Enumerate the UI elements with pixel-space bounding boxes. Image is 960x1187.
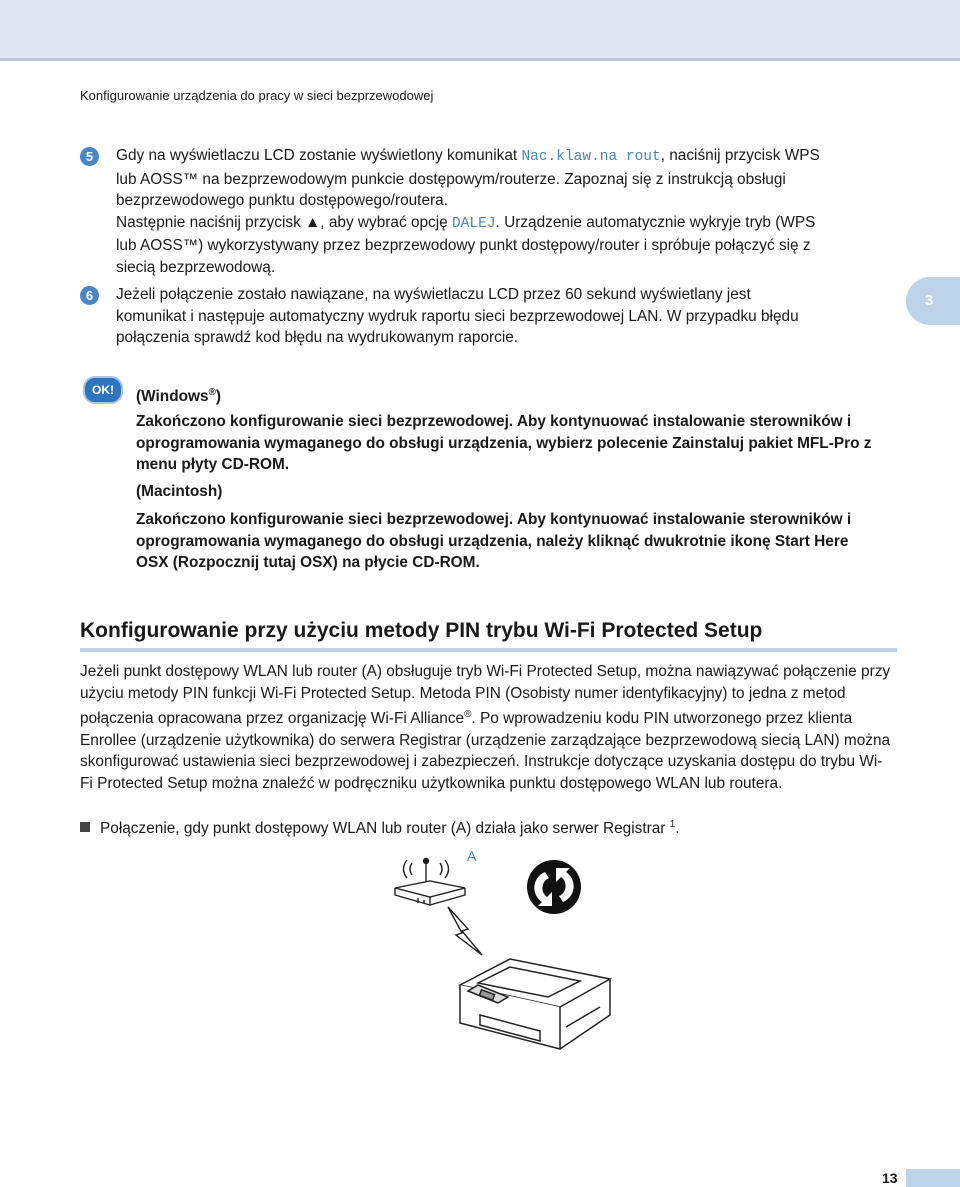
step-6 xyxy=(80,284,820,349)
bullet-item xyxy=(80,819,680,838)
ok-icon: OK! xyxy=(83,376,123,404)
printer-icon xyxy=(450,945,620,1065)
paragraph-text-1: Jeżeli punkt dostępowy WLAN lub router (A) obsługuje tryb Wi-Fi Protected Setup, można nawiązywać połączenie przy użyciu metody PIN funkcji Wi-Fi Protected Setup. Metoda PIN (Osobisty numer identyfikacyjny) to jedna z metod połączenia opracowana przez organizację Wi-Fi Alliance xyxy=(80,663,891,728)
macintosh-heading: (Macintosh) xyxy=(136,483,223,500)
chapter-tab: 3 xyxy=(906,277,960,325)
bullet-text: Połączenie, gdy punkt dostępowy WLAN lub router (A) działa jako serwer Registrar xyxy=(100,820,670,838)
step-5-text-1: Gdy na wyświetlaczu LCD zostanie wyświetlony komunikat xyxy=(116,147,522,164)
section-title: Konfigurowanie przy użyciu metody PIN trybu Wi-Fi Protected Setup xyxy=(80,619,763,642)
step-5-text-2: , naciśnij przycisk WPS lub AOSS™ na bezprzewodowym punkcie dostępowym/routerze. Zapoznaj się z instrukcją obsługi bezprzewodowego punktu dostępowego/routera. xyxy=(116,147,820,209)
wps-logo-icon xyxy=(525,858,583,916)
step-number-badge: 6 xyxy=(80,286,99,305)
windows-instructions: Zakończono konfigurowanie sieci bezprzewodowej. Aby kontynuować instalowanie sterowników i oprogramowania wymaganego do obsługi urządzenia, wybierz polecenie Zainstaluj pakiet MFL-Pro z menu płyty CD-ROM. xyxy=(136,413,872,473)
paragraph-text-2: . Po wprowadzeniu kodu PIN utworzonego przez klienta Enrollee (urządzenie użytkownika) do serwera Registrar (urządzenie zarządzające bezprzewodową siecią LAN) można skonfigurować ustawienia sieci bezprzewodowej i zabezpieczeń. Instrukcje dotyczące uzyskania dostępu do trybu Wi-Fi Protected Setup można znaleźć w podręczniku użytkownika punktu dostępowego WLAN lub routera. xyxy=(80,710,891,792)
registered-mark: ® xyxy=(208,387,216,398)
lcd-message: Nac.klaw.na rout xyxy=(521,149,661,165)
bullet-end: . xyxy=(675,820,680,838)
step-5-text-3: Następnie naciśnij przycisk ▲, aby wybrać opcję xyxy=(116,213,453,231)
step-5 xyxy=(80,145,820,278)
registered-mark: ® xyxy=(464,709,472,720)
macintosh-instructions: Zakończono konfigurowanie sieci bezprzewodowej. Aby kontynuować instalowanie sterowników i oprogramowania wymaganego do obsługi urządzenia, należy kliknąć dwukrotnie ikonę Start Here OSX (Rozpocznij tutaj OSX) na płycie CD-ROM. xyxy=(136,511,852,571)
running-header: Konfigurowanie urządzenia do pracy w sieci bezprzewodowej xyxy=(80,88,434,103)
step-5-text-4: . Urządzenie automatycznie wykryje tryb (WPS lub AOSS™) wykorzystywany przez bezprzewodowy punkt dostępowy/router i spróbuje połączyć się z siecią bezprzewodową. xyxy=(116,213,816,276)
step-5-body xyxy=(116,145,820,278)
step-number-badge: 5 xyxy=(80,147,99,166)
page-number: 13 xyxy=(882,1170,898,1186)
top-banner xyxy=(0,0,960,61)
label-a: A xyxy=(467,848,477,864)
section-underline xyxy=(80,648,897,652)
lcd-option: DALEJ xyxy=(452,215,496,232)
windows-label-close: ) xyxy=(215,388,222,406)
step-6-body: Jeżeli połączenie zostało nawiązane, na wyświetlaczu LCD przez 60 sekund wyświetlany jest komunikat i następuje automatyczny wydruk raportu sieci bezprzewodowej LAN. W przypadku błędu połączenia sprawdź kod błędu na wydrukowanym raporcie. xyxy=(116,286,799,346)
bullet-square-icon xyxy=(80,822,90,832)
footnote-ref: 1 xyxy=(669,819,676,830)
page-number-bar xyxy=(906,1169,960,1187)
windows-label: (Windows xyxy=(136,388,209,406)
section-paragraph xyxy=(80,661,895,794)
windows-heading xyxy=(136,382,876,408)
